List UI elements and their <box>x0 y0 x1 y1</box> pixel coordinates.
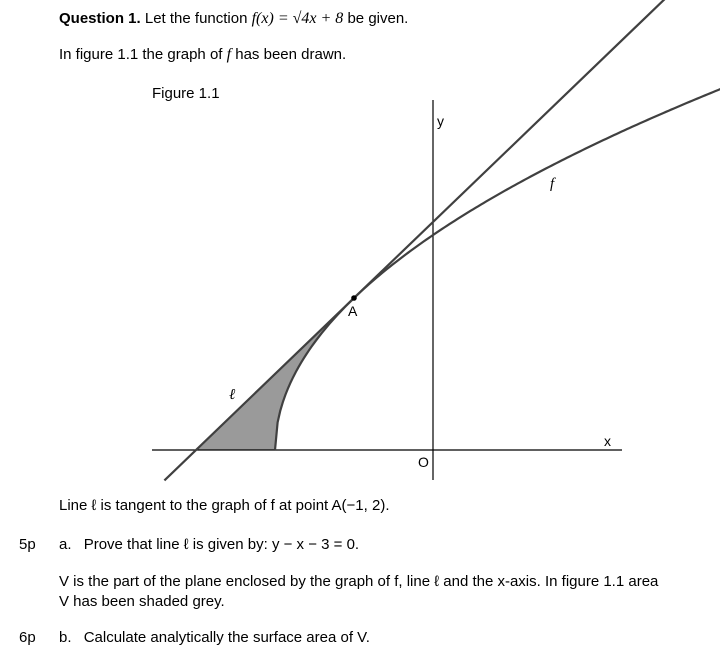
part-b-text: Calculate analytically the surface area of V. <box>83 629 370 646</box>
question-number: Question 1. <box>59 10 141 27</box>
part-b-points: 6p <box>19 629 36 646</box>
function-expression: f(x) = √4x + 8 <box>251 10 344 27</box>
part-b <box>59 629 370 646</box>
y-axis-label: y <box>437 113 444 129</box>
figure-reference: In figure 1.1 the graph of f has been drawn. <box>59 46 347 63</box>
curve-label-f: f <box>550 176 555 192</box>
question-intro: Let the function <box>144 10 248 27</box>
part-a-points: 5p <box>19 536 36 553</box>
x-axis-label: x <box>604 433 611 449</box>
tangent-statement: Line ℓ is tangent to the graph of f at point A(−1, 2). <box>59 497 390 514</box>
question-intro-end: be given. <box>347 10 409 27</box>
figure-caption: Figure 1.1 <box>152 85 220 102</box>
region-definition-line2: V has been shaded grey. <box>59 593 225 610</box>
point-a-marker <box>351 295 357 301</box>
part-b-letter: b. <box>59 629 72 646</box>
graph-of-f <box>275 60 720 451</box>
part-a <box>59 536 359 553</box>
line-label-l: ℓ <box>229 387 236 403</box>
point-a-label: A <box>348 303 358 319</box>
part-a-text: Prove that line ℓ is given by: y − x − 3 = 0. <box>83 536 360 553</box>
region-definition-line1: V is the part of the plane enclosed by the graph of f, line ℓ and the x-axis. In figure 1.1 area <box>59 573 659 590</box>
part-a-letter: a. <box>59 536 72 553</box>
origin-label: O <box>418 454 429 470</box>
